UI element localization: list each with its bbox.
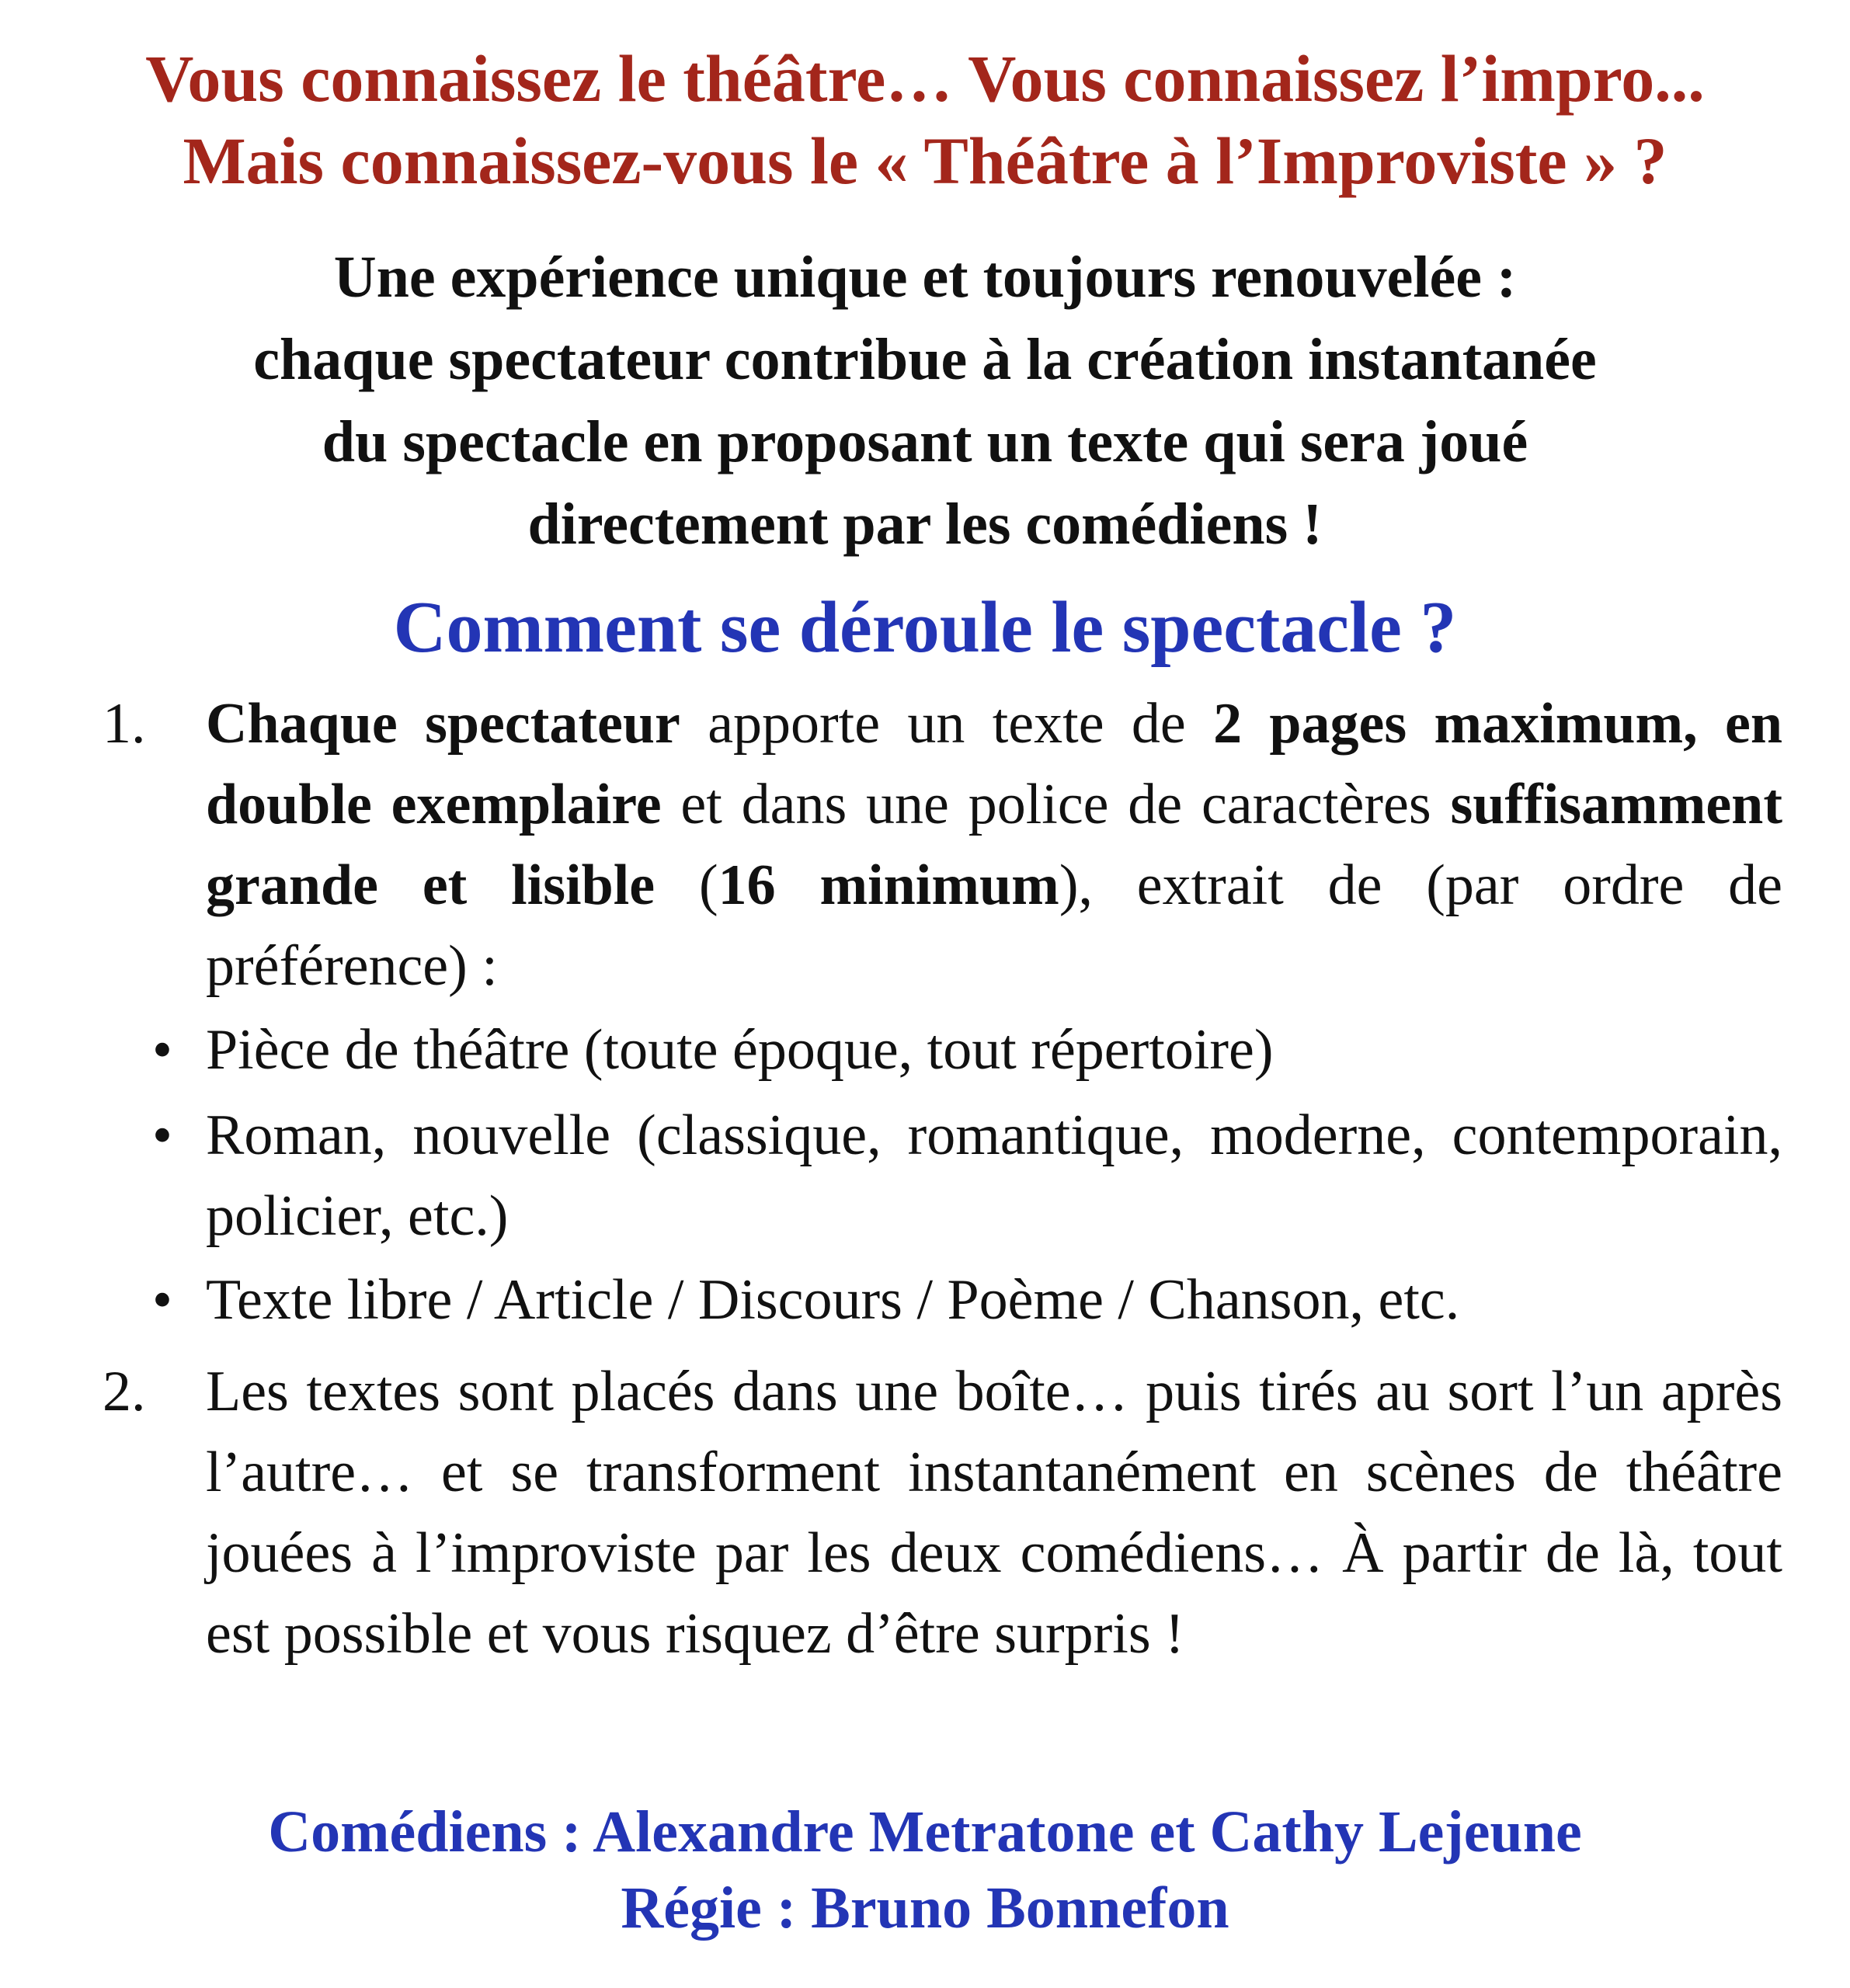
credits-actors: Comédiens : Alexandre Metratone et Cathy Lejeune <box>268 1799 1582 1865</box>
headline-line-1: Vous connaissez le théâtre… Vous connaissez l’impro... <box>145 41 1705 116</box>
headline <box>0 37 1850 202</box>
section-title: Comment se déroule le spectacle ? <box>393 587 1457 668</box>
intro-paragraph <box>0 236 1850 565</box>
intro-line-4: directement par les comédiens ! <box>527 492 1323 557</box>
step-text-4: ), extrait de (par ordre de préférence) : <box>206 853 1782 998</box>
step-text: Les textes sont placés dans une boîte… puis tirés au sort l’un après l’autre… et se transforment instantanément en scènes de théâtre jouées à l’improviste par les deux comédiens… À partir de là, tout est possible et vous risquez d’être surpris ! <box>206 1360 1782 1666</box>
step-bold-4: 16 minimum <box>718 853 1059 917</box>
step-text-2: et dans une police de caractères <box>661 773 1451 836</box>
step-number: 1. <box>103 692 146 756</box>
step-text-3: ( <box>655 853 718 917</box>
credits <box>0 1794 1850 1946</box>
step-bold-2: 2 pages maximum, en double exemplaire <box>206 692 1782 836</box>
step-text <box>206 683 1782 1006</box>
bullet-text: Pièce de théâtre (toute époque, tout répertoire) <box>206 1018 1274 1082</box>
step-bold-1: Chaque spectateur <box>206 692 680 756</box>
bullet-text: Roman, nouvelle (classique, romantique, moderne, contemporain, policier, etc.) <box>206 1103 1782 1248</box>
bullet-icon: • <box>152 1103 172 1167</box>
intro-line-3: du spectacle en proposant un texte qui sera joué <box>322 409 1528 474</box>
step-text-1: apporte un texte de <box>680 692 1214 756</box>
bullet-icon: • <box>152 1268 172 1332</box>
headline-line-2: Mais connaissez-vous le « Théâtre à l’Improviste » ? <box>183 123 1667 198</box>
bullet-icon: • <box>152 1018 172 1082</box>
intro-line-2: chaque spectateur contribue à la création instantanée <box>253 327 1597 392</box>
step-bold-3: suffisamment grande et lisible <box>206 773 1782 917</box>
credits-direction: Régie : Bruno Bonnefon <box>621 1875 1229 1941</box>
intro-line-1: Une expérience unique et toujours renouvelée : <box>333 245 1517 310</box>
bullet-text: Texte libre / Article / Discours / Poème / Chanson, etc. <box>206 1268 1460 1332</box>
step-number: 2. <box>103 1360 146 1423</box>
